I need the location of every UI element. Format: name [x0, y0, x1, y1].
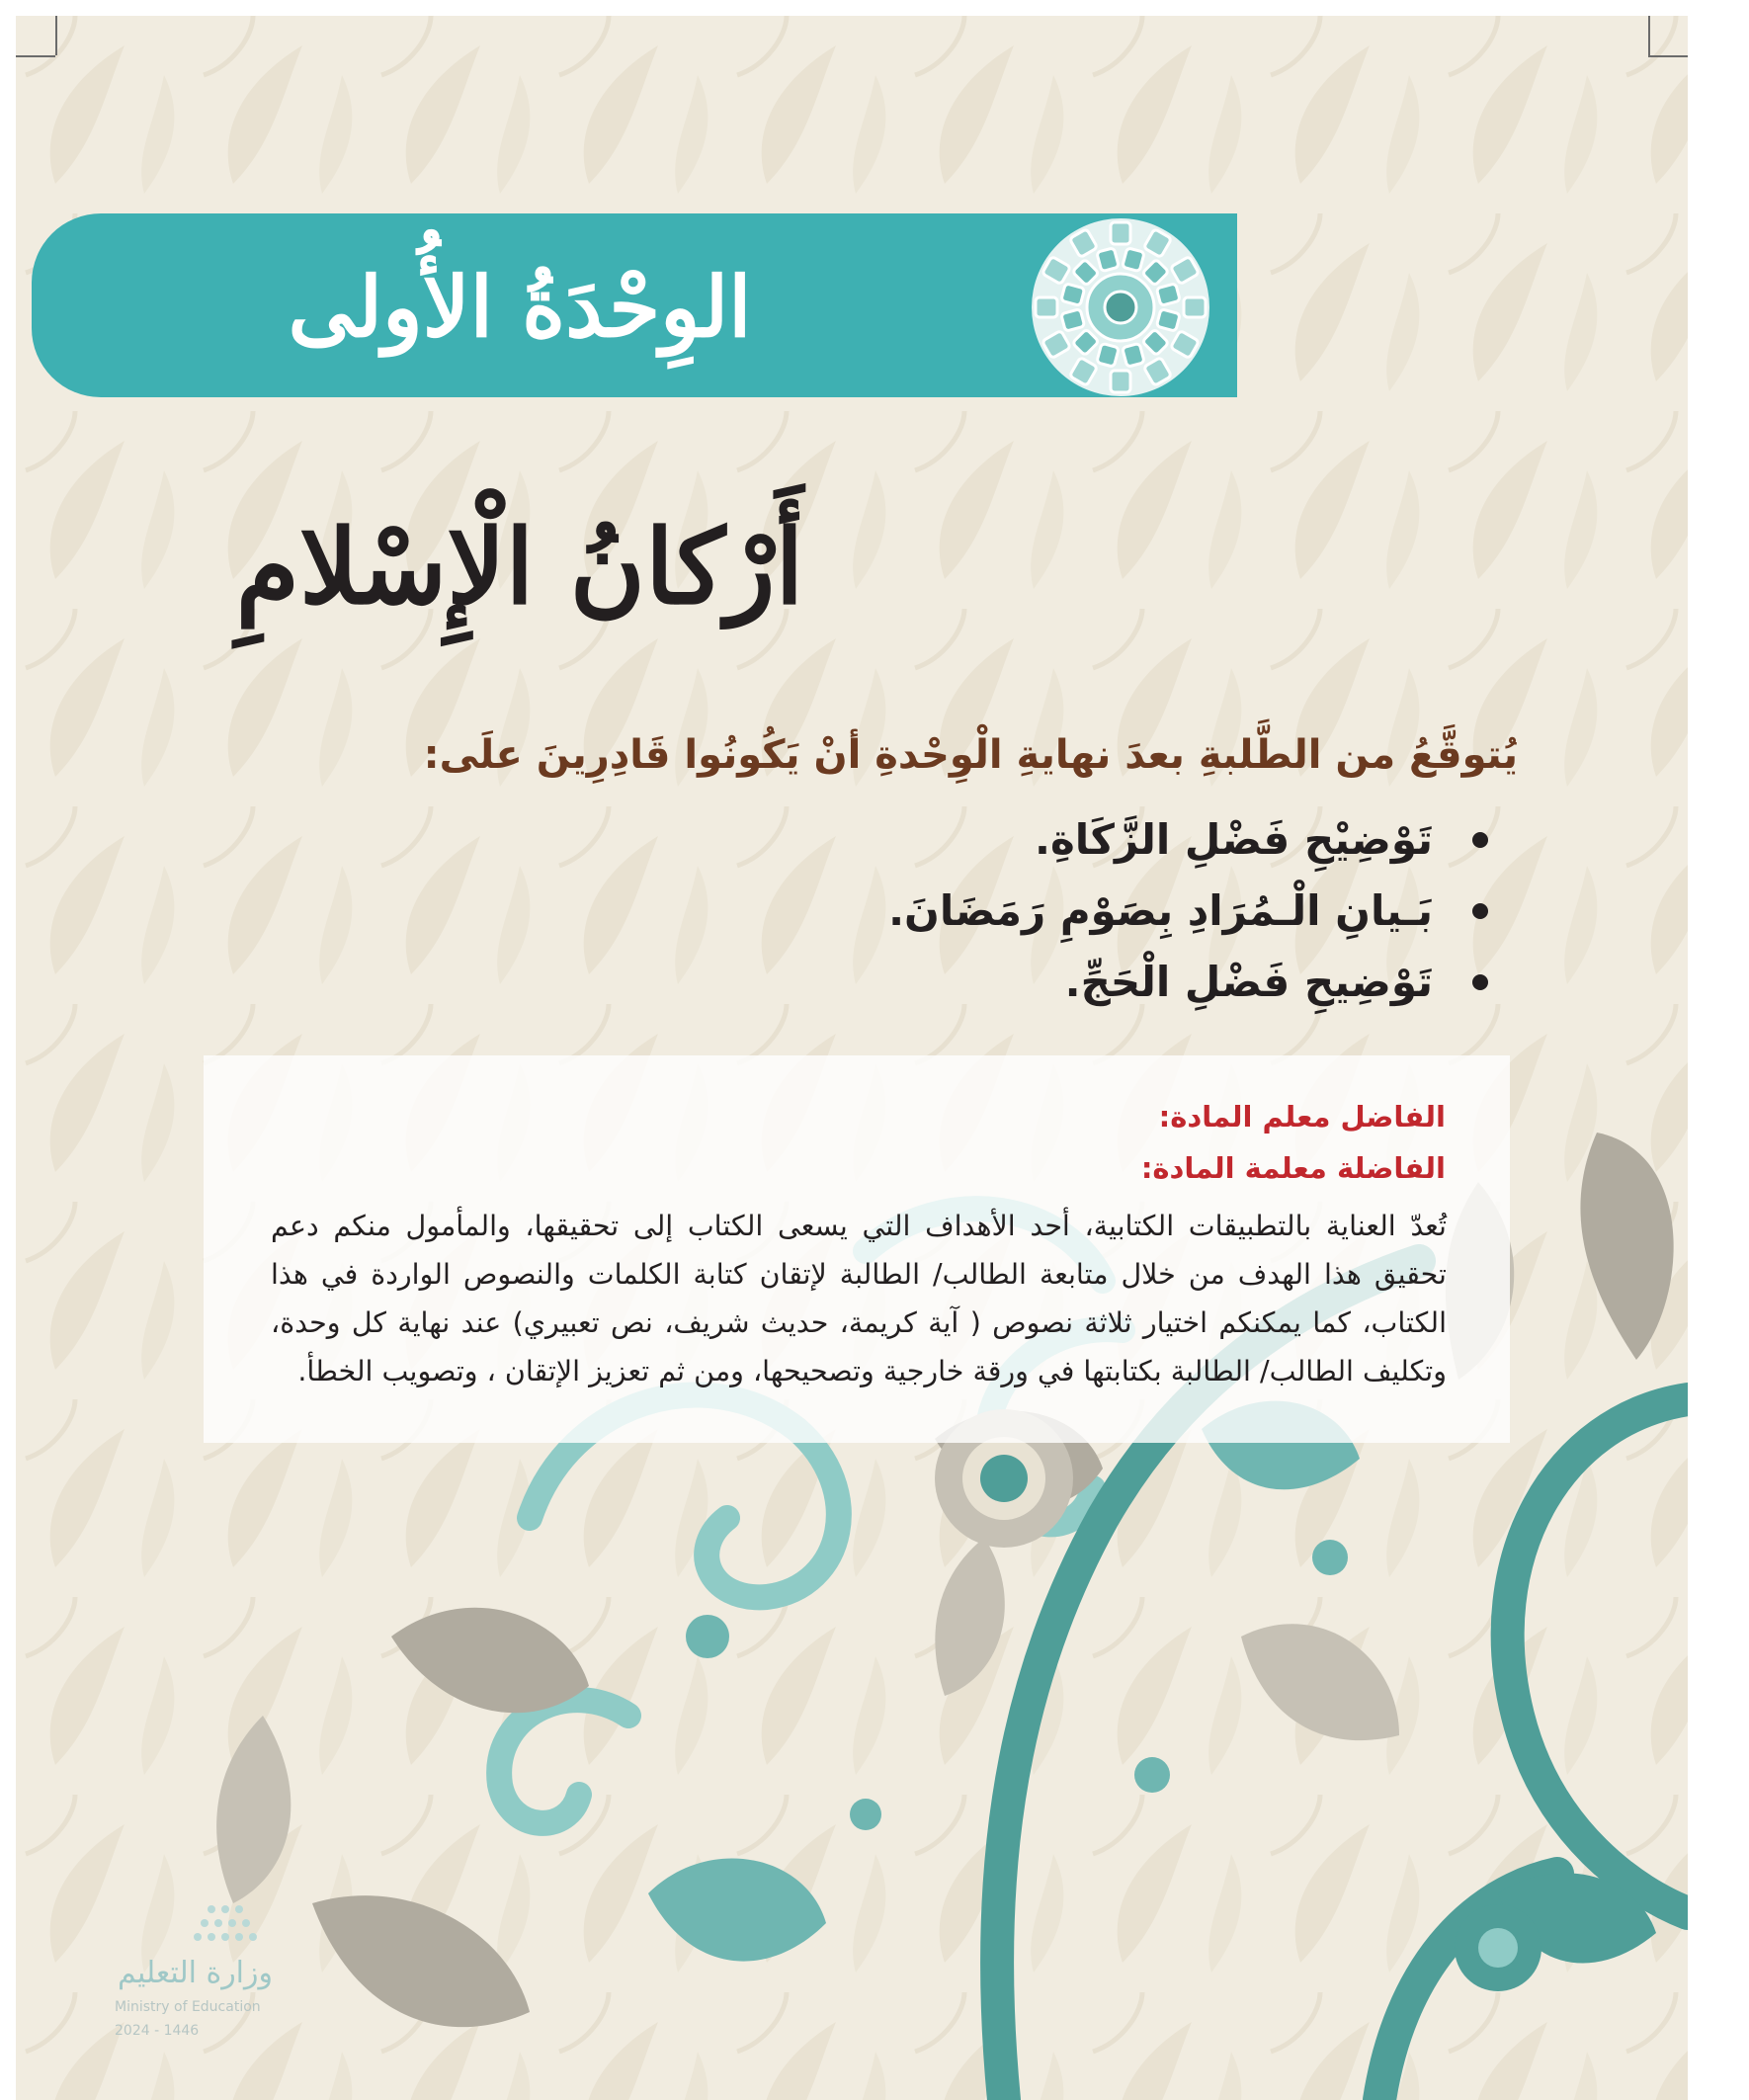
objective-text: تَوْضِيحِ فَضْلِ الْحَجِّ.	[1064, 958, 1433, 1006]
objective-text: تَوْضِيْحِ فَضْلِ الزَّكَاةِ.	[1035, 815, 1433, 864]
objective-text: بَـيانِ الْـمُرَادِ بِصَوْمِ رَمَضَانَ.	[888, 886, 1433, 935]
teacher-label-female: الفاضلة معلمة المادة:	[1140, 1151, 1446, 1185]
textbook-page	[16, 16, 1688, 2100]
objective-item	[905, 804, 1488, 876]
teacher-note-body: تُعدّ العناية بالتطبيقات الكتابية، أحد الأهداف التي يسعى الكتاب إلى تحقيقها، والمأمول منكم دعم تحقيق هذا الهدف من خلال متابعة الطالب/ الطالبة لإتقان كتابة الكلمات والنصوص الواردة في هذا الكتاب، كما يمكنكم اختيار ثلاثة نصوص ( آية كريمة، حديث شريف، نص تعبيري) عند نهاية كل وحدة، وتكليف الطالب/ الطالبة بكتابتها في ورقة خارجية وتصحيحها، ومن ثم تعزيز الإتقان ، وتصويب الخطأ.	[271, 1210, 1447, 1387]
ministry-year: 2024 - 1446	[115, 2023, 200, 2039]
bullet-icon	[1472, 974, 1488, 990]
objective-item	[905, 947, 1488, 1018]
ministry-name-ar: وزارة التعليم	[117, 1956, 273, 1990]
crop-mark	[1648, 16, 1650, 55]
unit-title: الوِحْدَةُ الأُولى	[288, 258, 752, 356]
crop-mark	[1648, 55, 1688, 57]
teacher-label-male: الفاضل معلم المادة:	[1158, 1100, 1446, 1134]
bullet-icon	[1472, 903, 1488, 919]
objective-item	[888, 876, 1488, 947]
ministry-name-en: Ministry of Education	[115, 1999, 261, 2015]
objectives-intro: يُتوقَّعُ من الطَّلبةِ بعدَ نهايةِ الْوِحْدةِ أنْ يَكُونُوا قَادِرِينَ علَى:	[423, 732, 1518, 778]
crop-mark	[55, 16, 57, 55]
rosette-ornament-icon	[1012, 213, 1229, 401]
bullet-icon	[1472, 832, 1488, 848]
crop-mark	[16, 55, 55, 57]
lesson-title: أَرْكانُ الْإِسْلامِ	[235, 506, 804, 628]
objectives-list	[888, 804, 1488, 1018]
teacher-note-box	[204, 1055, 1510, 1443]
